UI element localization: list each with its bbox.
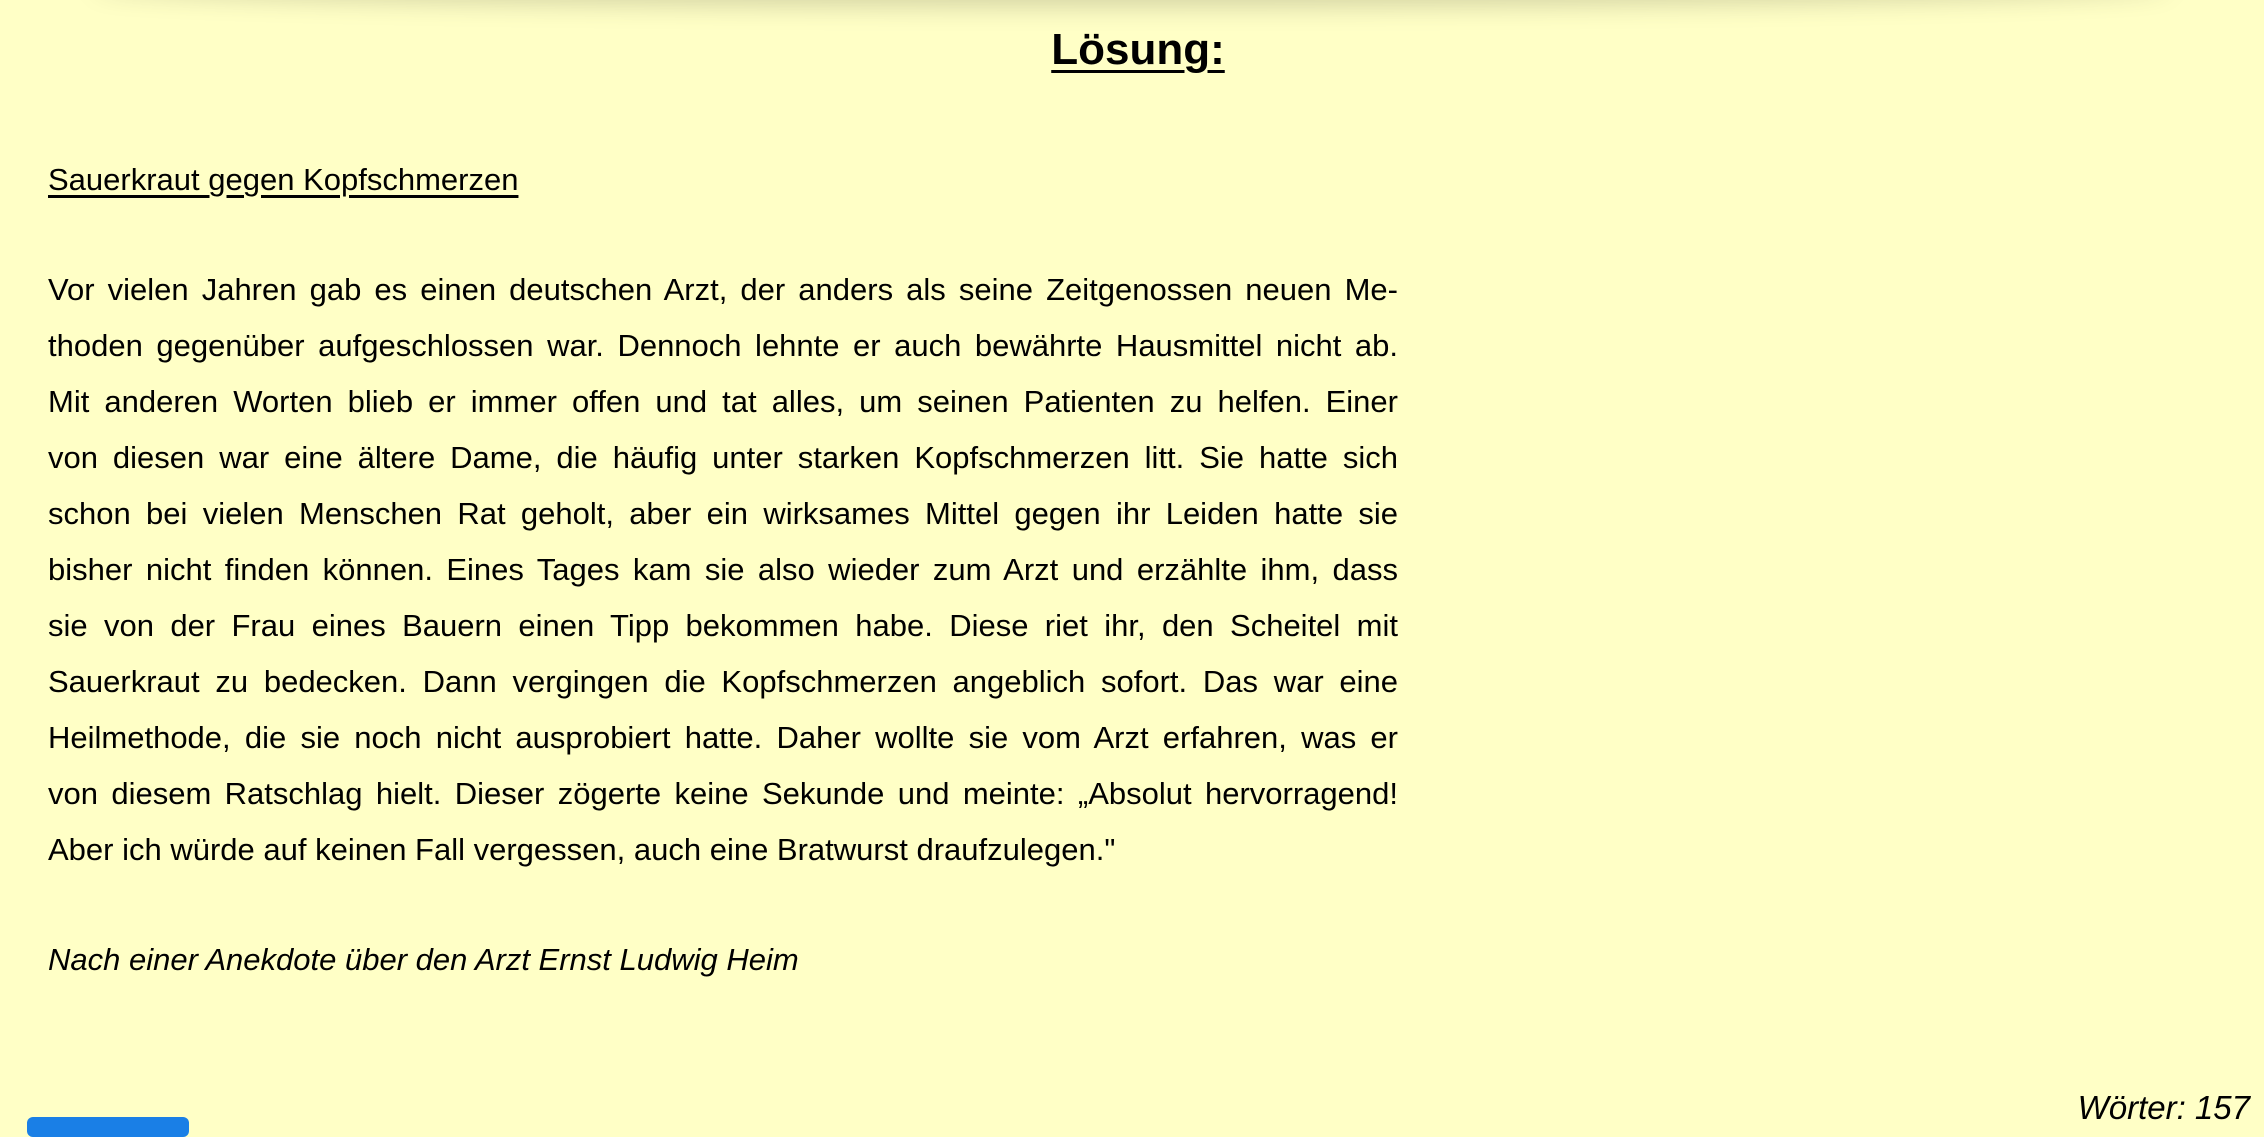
action-button[interactable] [27, 1117, 189, 1137]
story-heading: Sauerkraut gegen Kopfschmerzen [48, 162, 519, 197]
story-body [48, 262, 1398, 878]
story-line: Heilmethode, die sie noch nicht ausprobiert hatte. Daher wollte sie vom Arzt erfahren, was er [48, 720, 1398, 755]
story-line: Vor vielen Jahren gab es einen deutschen Arzt, der anders als seine Zeitgenossen neuen Me- [48, 272, 1398, 307]
source-note: Nach einer Anekdote über den Arzt Ernst Ludwig Heim [48, 942, 799, 977]
story-line: bisher nicht finden können. Eines Tages kam sie also wieder zum Arzt und erzählte ihm, dass [48, 552, 1398, 587]
story-line: Sauerkraut zu bedecken. Dann vergingen die Kopfschmerzen angeblich sofort. Das war eine [48, 664, 1398, 699]
story-line: thoden gegenüber aufgeschlossen war. Dennoch lehnte er auch bewährte Hausmittel nicht ab. [48, 328, 1398, 363]
story-line: von diesen war eine ältere Dame, die häufig unter starken Kopfschmerzen litt. Sie hatte sich [48, 440, 1398, 475]
page-title: Lösung: [1051, 25, 1225, 74]
story-line: von diesem Ratschlag hielt. Dieser zögerte keine Sekunde und meinte: „Absolut hervorragend! [48, 776, 1398, 811]
story-line: sie von der Frau eines Bauern einen Tipp bekommen habe. Diese riet ihr, den Scheitel mit [48, 608, 1398, 643]
word-count: Wörter: 157 [2077, 1089, 2250, 1126]
story-line: Mit anderen Worten blieb er immer offen und tat alles, um seinen Patienten zu helfen. Einer [48, 384, 1398, 419]
story-line: Aber ich würde auf keinen Fall vergessen, auch eine Bratwurst draufzulegen." [48, 832, 1116, 867]
story-line: schon bei vielen Menschen Rat geholt, aber ein wirksames Mittel gegen ihr Leiden hatte sie [48, 496, 1398, 531]
